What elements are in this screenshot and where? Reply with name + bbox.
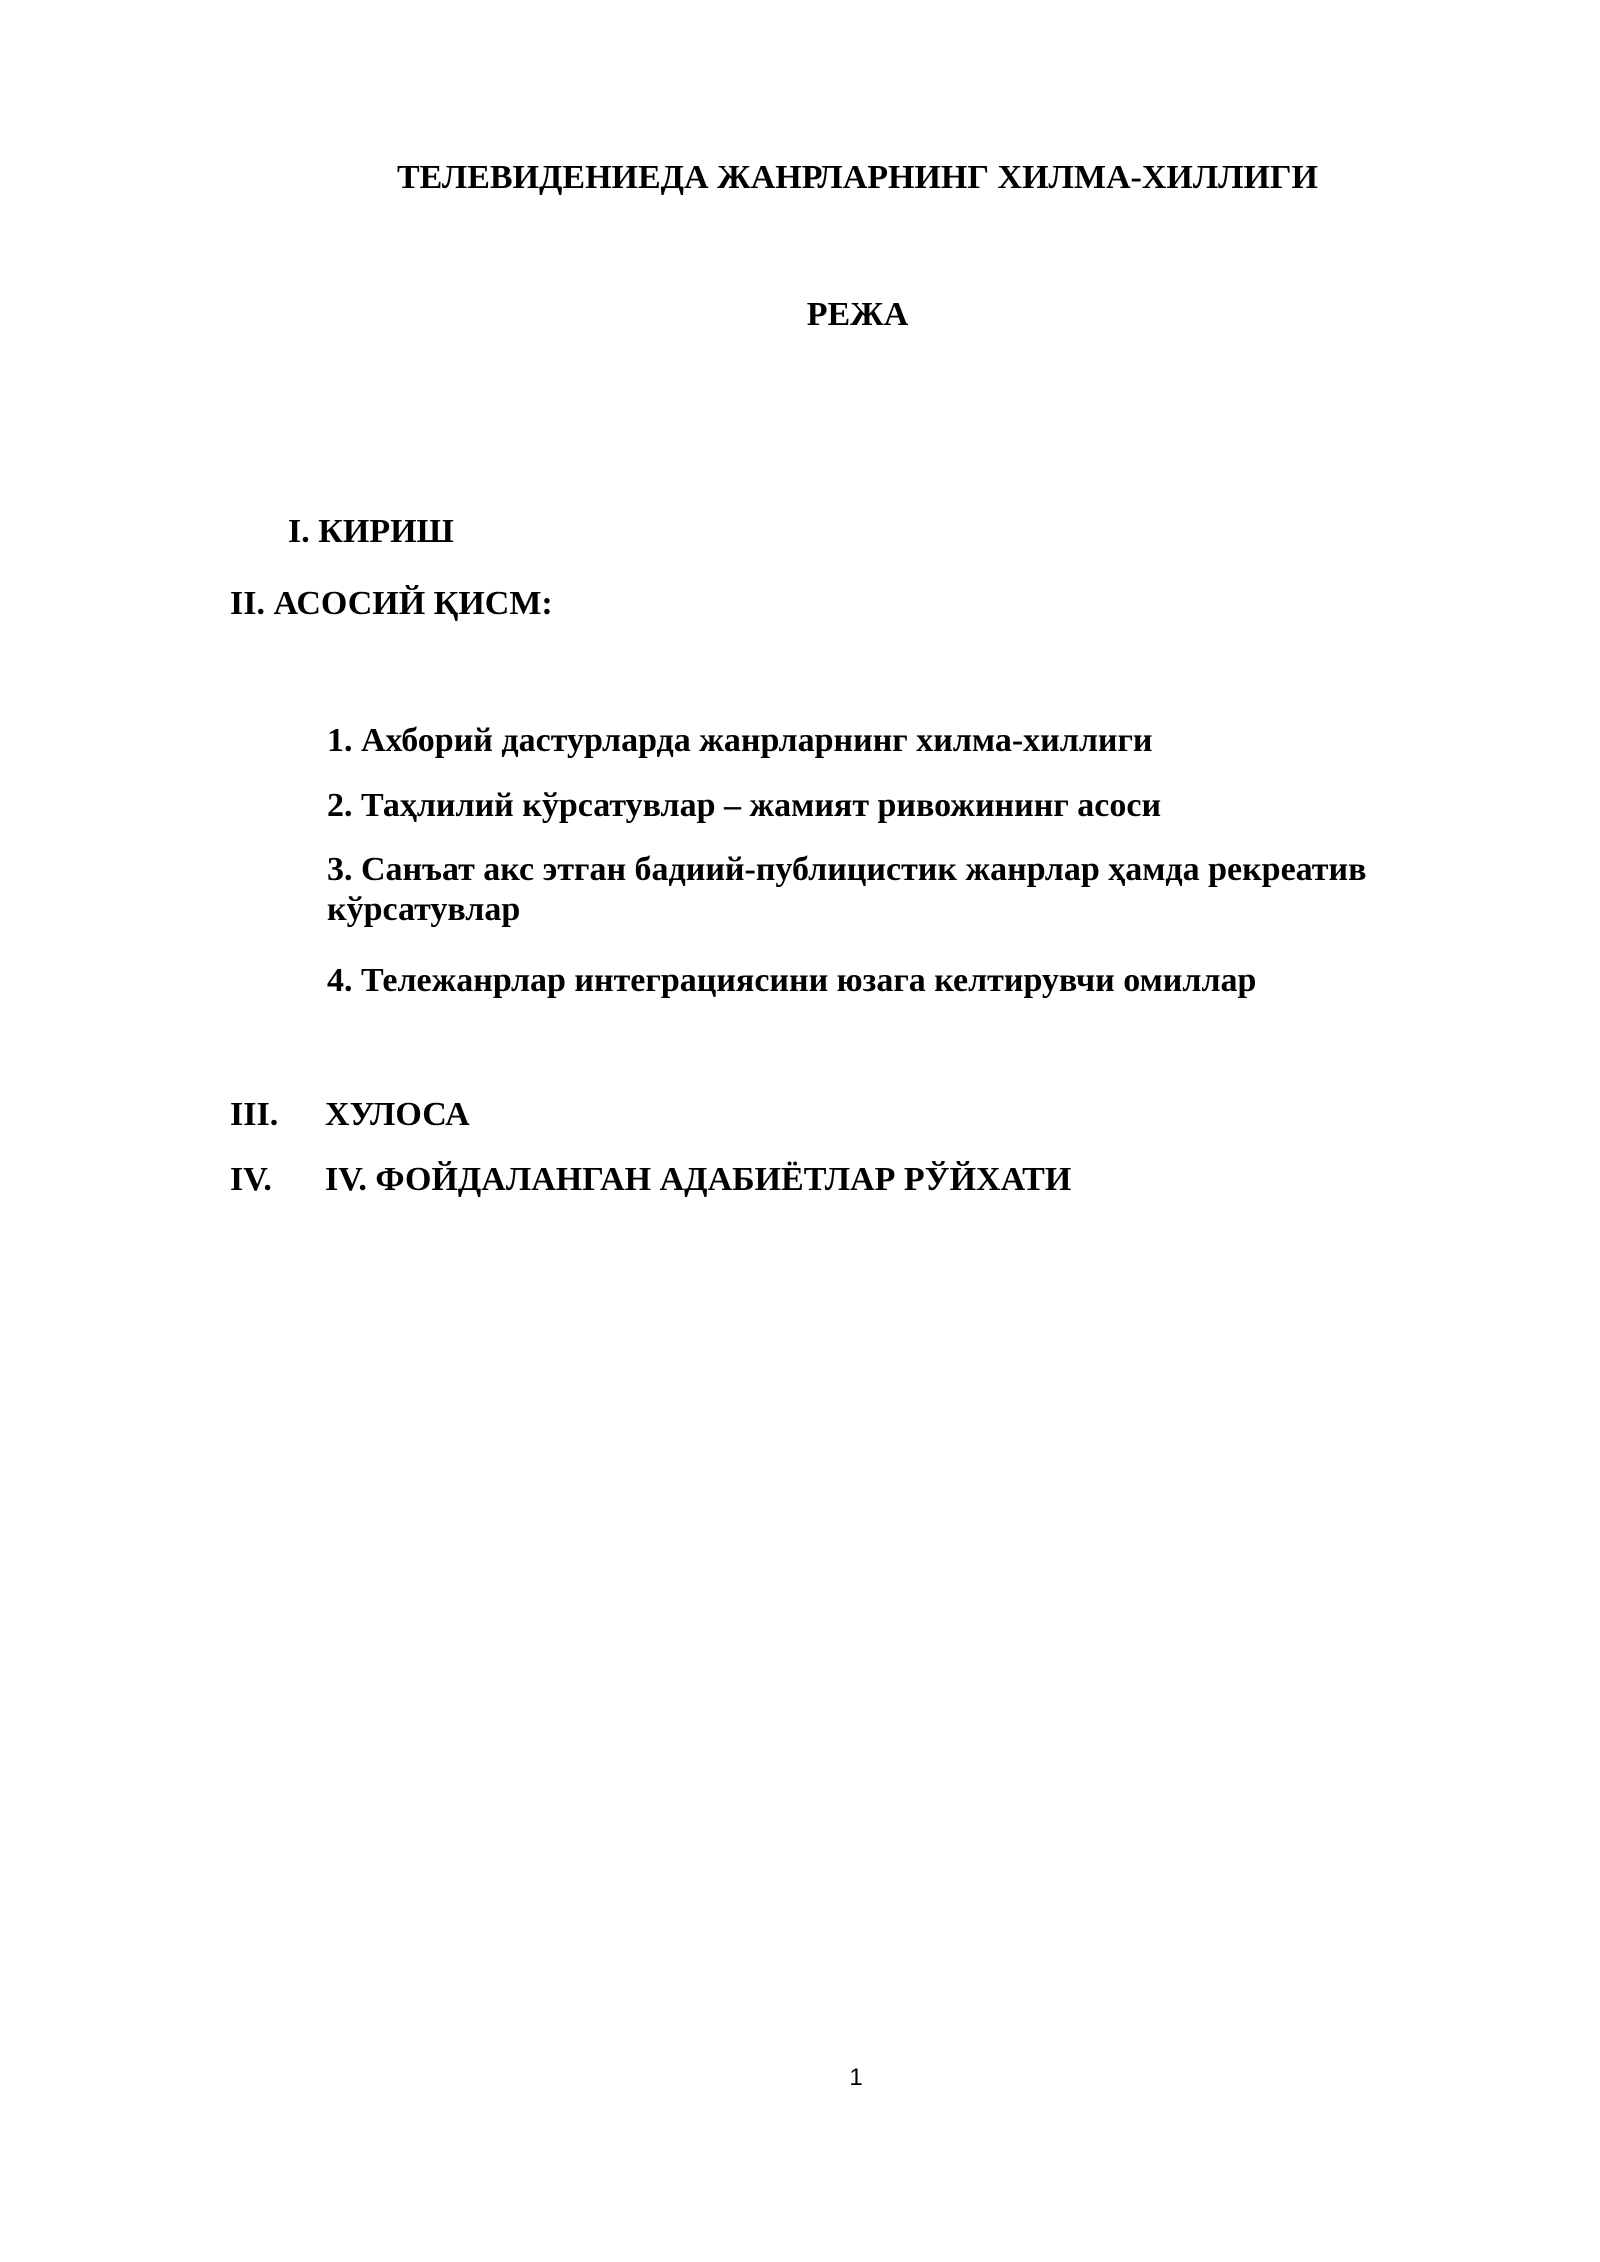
- page-number: 1: [849, 2064, 863, 2091]
- section-references-number: IV.: [230, 1161, 272, 1198]
- section-references-title: IV. ФОЙДАЛАНГАН АДАБИЁТЛАР РЎЙХАТИ: [325, 1161, 1072, 1198]
- section-conclusion-number: III.: [230, 1096, 279, 1133]
- main-part-item: 3. Санъат акс этган бадиий-публицистик жанрлар ҳамда рекреатив кўрсатувлар: [327, 851, 1367, 928]
- plan-heading: РЕЖА: [806, 296, 909, 333]
- main-part-item: 2. Таҳлилий кўрсатувлар – жамият ривожининг асоси: [327, 787, 1162, 824]
- document-title: ТЕЛЕВИДЕНИЕДА ЖАНРЛАРНИНГ ХИЛМА-ХИЛЛИГИ: [396, 159, 1319, 196]
- main-part-item: 1. Ахборий дастурларда жанрларнинг хилма-хиллиги: [327, 722, 1153, 759]
- main-part-item: 4. Тележанрлар интеграциясини юзага келтирувчи омиллар: [327, 962, 1257, 999]
- section-intro: I. КИРИШ: [288, 513, 454, 550]
- section-conclusion-title: ХУЛОСА: [325, 1096, 470, 1133]
- section-main-part: II. АСОСИЙ ҚИСМ:: [230, 585, 553, 622]
